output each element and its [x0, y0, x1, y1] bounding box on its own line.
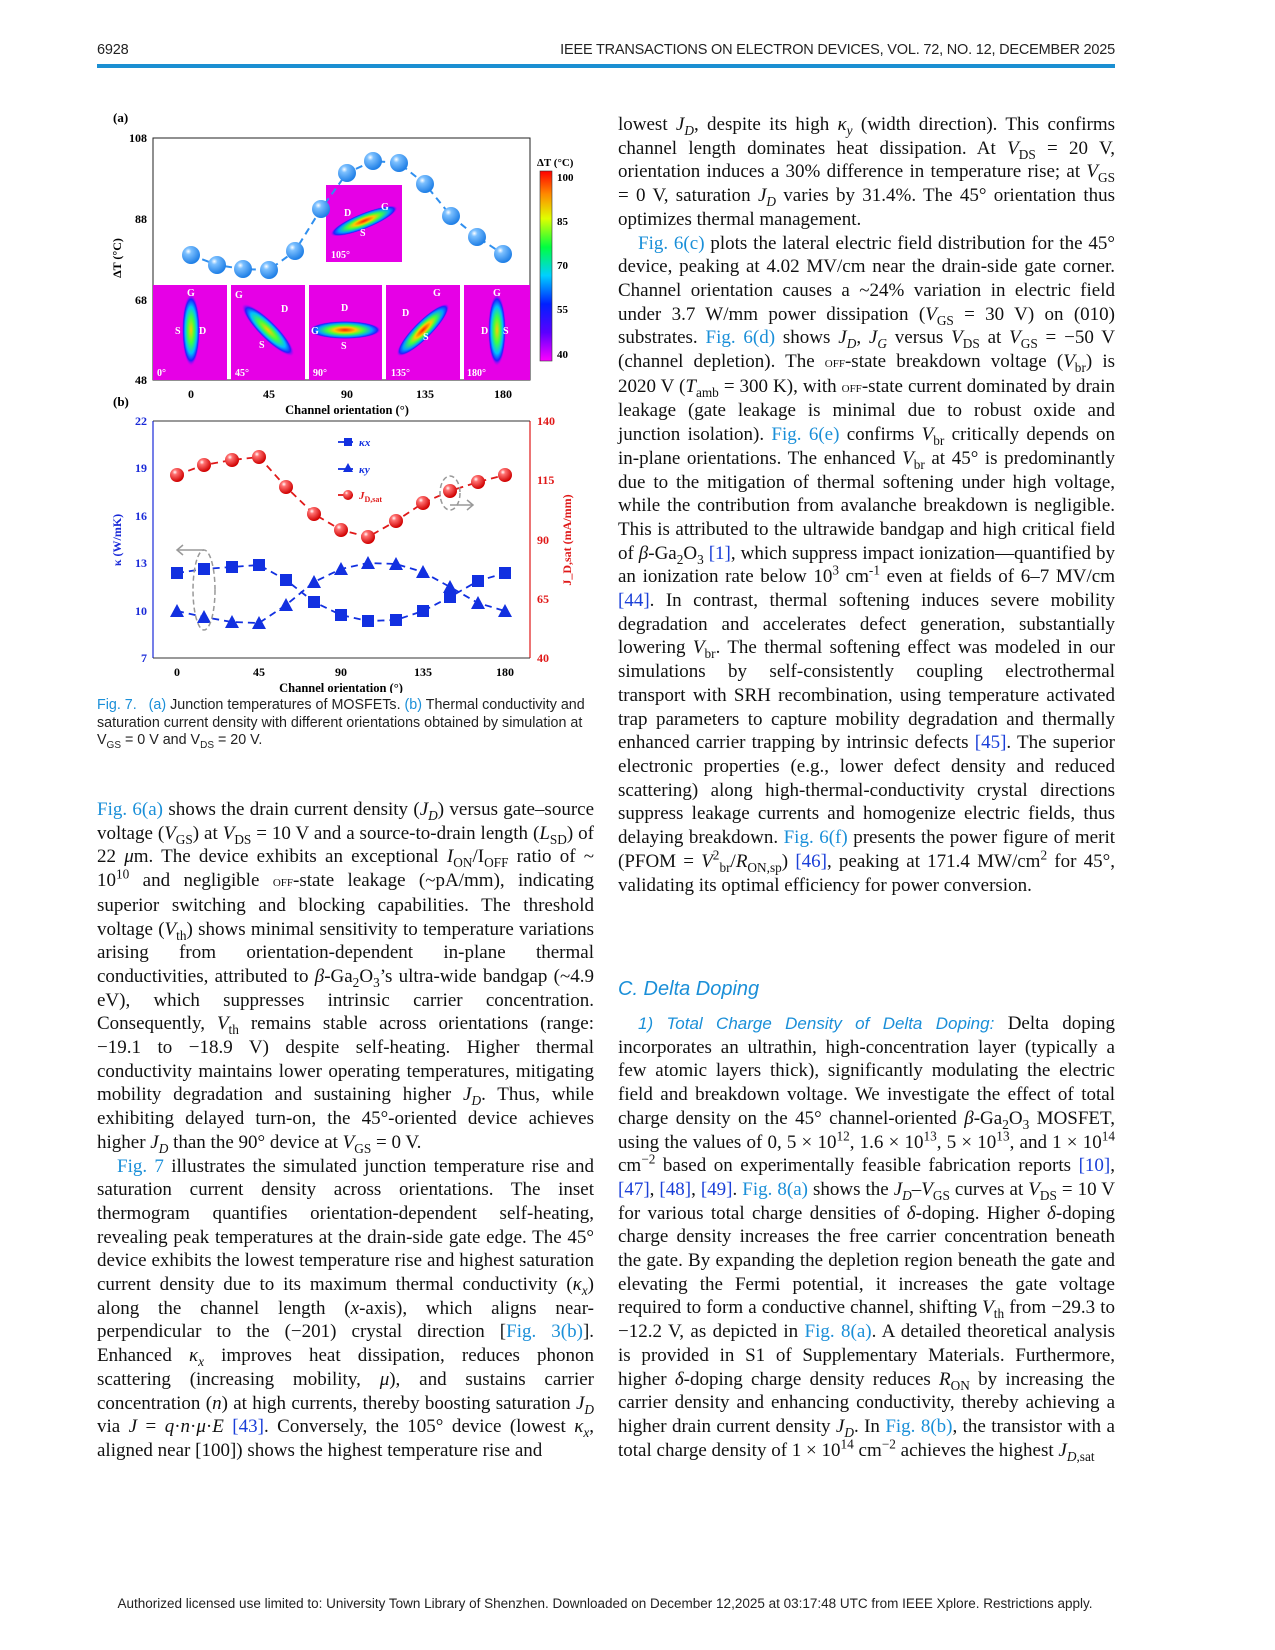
- svg-text:45°: 45°: [235, 368, 249, 379]
- license-footer: Authorized licensed use limited to: University Town Library of Shenzhen. Downloaded on December 12,2025 at 03:17:48 UTC from IEEE Xplore. Restrictions apply.: [117, 1596, 1093, 1611]
- svg-text:G: G: [493, 288, 501, 299]
- svg-text:115: 115: [537, 473, 555, 487]
- svg-text:D: D: [344, 208, 352, 219]
- svg-text:G: G: [187, 288, 195, 299]
- svg-text:135: 135: [414, 665, 432, 679]
- svg-text:G: G: [433, 288, 441, 299]
- citation-link[interactable]: [48]: [659, 1178, 692, 1200]
- citation-link[interactable]: [49]: [700, 1178, 733, 1200]
- svg-text:90: 90: [335, 665, 347, 679]
- svg-text:Channel orientation (°): Channel orientation (°): [279, 681, 403, 693]
- svg-text:0°: 0°: [157, 368, 166, 379]
- svg-text:45: 45: [263, 387, 275, 401]
- svg-text:180: 180: [496, 665, 514, 679]
- page-number: 6928: [97, 42, 129, 58]
- svg-text:κx: κx: [359, 437, 371, 449]
- svg-text:88: 88: [135, 212, 147, 226]
- fig-link[interactable]: Fig. 8(a): [742, 1178, 808, 1200]
- fig-link[interactable]: Fig. 6(c): [638, 232, 705, 254]
- figure-caption: Fig. 7. (a) Junction temperatures of MOSFETs. (b) Thermal conductivity and saturation current density with different orientations obtained by simulation at $V_{GS} = 0$ V and $V_{DS} = 20$ V.: [97, 697, 585, 751]
- citation-link[interactable]: [47]: [618, 1178, 650, 1200]
- panel-a-label: (a): [113, 110, 129, 125]
- svg-text:7: 7: [141, 651, 147, 665]
- fig-link[interactable]: Fig. 6(a): [97, 799, 164, 820]
- section-heading-delta-doping: C. Delta Doping: [618, 978, 760, 1000]
- svg-text:0: 0: [174, 665, 180, 679]
- svg-text:D: D: [402, 308, 410, 319]
- svg-text:S: S: [259, 340, 265, 351]
- journal-title: IEEE TRANSACTIONS ON ELECTRON DEVICES, VOL. 72, NO. 12, DECEMBER 2025: [560, 42, 1115, 58]
- svg-text:κ (W/mK): κ (W/mK): [110, 513, 124, 567]
- svg-text:S: S: [423, 332, 429, 343]
- svg-text:0: 0: [188, 387, 194, 401]
- svg-text:40: 40: [537, 651, 549, 665]
- svg-text:90: 90: [341, 387, 353, 401]
- svg-text:G: G: [311, 326, 319, 337]
- svg-text:D: D: [199, 326, 207, 337]
- svg-text:105°: 105°: [331, 250, 350, 261]
- svg-text:55: 55: [557, 304, 568, 316]
- svg-text:70: 70: [557, 260, 568, 272]
- svg-text:κy: κy: [359, 464, 370, 476]
- svg-text:D: D: [341, 303, 349, 314]
- svg-text:22: 22: [135, 414, 147, 428]
- svg-text:ΔT (°C): ΔT (°C): [110, 238, 124, 278]
- svg-text:100: 100: [557, 172, 574, 184]
- svg-text:S: S: [360, 228, 366, 239]
- right-column-body-top: lowest $J_D$, despite its high $\kappa_y$ (width direction). This confirms channel length dominates heat dissipation. At $V_{DS} = 20$ V, orientation induces a 30% difference in temperature rise; at $V_{GS} = 0$ V, saturation $J_D$ varies by 31.4%. The 45° orientation thus optimizes thermal management. Fig. 6(c) plots the lateral electric field distribution for the 45° device, peaking at 4.02 MV/cm near the drain-side gate corner. Channel orientation causes a ~24% variation in electric field under 3.7 W/mm power dissipation ($V_{GS} = 30$ V) on (010) substrates. Fig. 6(d) shows $J_D$, $J_G$ versus $V_{DS}$ at $V_{GS} = -50$ V (channel depletion). The off-state breakdown voltage $(V_{br})$ is 2020 V ($T_{amb} = 300$ K), with off-state current dominated by drain leakage (gate leakage is minimal due to robust oxide and junction isolation). Fig. 6(e) confirms $V_{br}$ critically depends on in-plane orientations. The enhanced $V_{br}$ at 45° is predominantly due to the mitigation of thermal softening under high voltage, while the contribution from avalanche breakdown is negligible. This is attributed to the ultrawide bandgap and high critical field of $\beta-Ga_2O_3$ [1], which suppress impact ionization—quantified by an ionization rate below $10^3$ $cm^{-1}$ even at fields of 6–7 MV/cm [44]. In contrast, thermal softening induces severe mobility degradation and accelerates defect generation, substantially lowering $V_{br}$. The thermal softening effect was modeled in our simulations by self-consistently coupling electrothermal transport with SRH recombination, using temperature activated trap parameters to capture mobility degradation and thermally enhanced carrier trapping by intrinsic defects [45]. The superior electronic properties (e.g., lower defect density and reduced scattering) along high-thermal-conductivity crystal directions suppress leakage currents and homogenize electric fields, thus delaying breakdown. Fig. 6(f) presents the power figure of merit (PFOM = $V^2_{br}/R_{ON,sp}$) [46], peaking at 171.4 $MW/cm^2$ for 45°, validating its optimal efficiency for power conversion.: [618, 114, 1116, 896]
- svg-text:ΔT (°C): ΔT (°C): [537, 157, 574, 169]
- svg-text:Channel orientation (°): Channel orientation (°): [285, 403, 409, 417]
- svg-text:D: D: [481, 326, 489, 337]
- citation-link[interactable]: [46]: [795, 850, 827, 872]
- fig-link[interactable]: Fig. 6(f): [783, 827, 848, 849]
- svg-text:90: 90: [537, 533, 549, 547]
- svg-text:180: 180: [494, 387, 512, 401]
- svg-text:10: 10: [135, 604, 147, 618]
- svg-text:90°: 90°: [313, 368, 327, 379]
- svg-text:(b): (b): [113, 394, 129, 409]
- svg-text:JD,sat: $J_{D,sat}$: [359, 490, 383, 504]
- svg-text:180°: 180°: [467, 368, 486, 379]
- figure-7: [95, 108, 595, 693]
- svg-text:140: 140: [537, 414, 555, 428]
- fig-link[interactable]: Fig. 7: [117, 1155, 164, 1177]
- svg-text:45: 45: [253, 665, 265, 679]
- citation-link[interactable]: [45]: [974, 732, 1007, 754]
- fig-link[interactable]: Fig. 3(b): [506, 1321, 583, 1343]
- fig-link[interactable]: Fig. 6(d): [705, 327, 776, 349]
- svg-text:85: 85: [557, 216, 568, 228]
- svg-text:S: S: [175, 326, 181, 337]
- svg-text:108: 108: [129, 131, 147, 145]
- fig-link[interactable]: Fig. 8(b): [885, 1415, 953, 1437]
- svg-text:135°: 135°: [391, 368, 410, 379]
- right-column-body-bottom: 1) Total Charge Density of Delta Doping: Delta doping incorporates an ultrathin, high-concentration layer (typically a few atomic layers thick), significantly modulating the electric field and breakdown voltage. We investigate the effect of total charge density on the 45° channel-oriented $\beta-Ga_2O_3$ MOSFET, using the values of 0, $5 \times 10^{12}$, $1.6 \times 10^{13}$, $5 \times 10^{13}$, and $1 \times 10^{14}$ $cm^{-2}$ based on experimentally feasible fabrication reports [10], [47], [48], [49]. Fig. 8(a) shows the $J_D-V_{GS}$ curves at $V_{DS} = 10$ V for various total charge densities of δ-doping. Higher δ-doping charge density increases the free carrier concentration beneath the gate. By expanding the depletion region beneath the gate and elevating the Fermi potential, it increases the gate voltage required to form a conductive channel, shifting $V_{th}$ from −29.3 to −12.2 V, as depicted in Fig. 8(a). A detailed theoretical analysis is provided in S1 of Supplementary Materials. Furthermore, higher δ-doping charge density reduces $R_{ON}$ by increasing the carrier density and enhancing conductivity, thereby achieving a higher drain current density $J_D$. In Fig. 8(b), the transistor with a total charge density of $1 \times 10^{14}$ $cm^{-2}$ achieves the highest $J_{D,sat}$: [618, 1013, 1116, 1464]
- subsection-heading: 1) Total Charge Density of Delta Doping:: [638, 1014, 995, 1033]
- svg-text:13: 13: [135, 556, 147, 570]
- svg-text:48: 48: [135, 373, 147, 387]
- svg-text:16: 16: [135, 509, 147, 523]
- citation-link[interactable]: [43]: [232, 1416, 264, 1438]
- svg-text:S: S: [341, 341, 347, 352]
- fig-link[interactable]: Fig. 8(a): [804, 1321, 872, 1343]
- svg-text:135: 135: [416, 387, 434, 401]
- svg-text:65: 65: [537, 592, 549, 606]
- svg-text:S: S: [503, 326, 509, 337]
- citation-link[interactable]: [1]: [708, 542, 731, 564]
- citation-link[interactable]: [10]: [1078, 1155, 1111, 1177]
- fig-link[interactable]: Fig. 6(e): [771, 424, 840, 446]
- svg-text:19: 19: [135, 461, 147, 475]
- left-column-body: Fig. 6(a) shows the drain current density $(J_D)$ versus gate–source voltage $(V_{GS})$ at $V_{DS} = 10$ V and a source-to-drain length $(L_{SD})$ of 22 μm. The device exhibits an exceptional $I_{ON}/I_{OFF}$ ratio of ~ $10^{10}$ and negligible off-state leakage (~pA/mm), indicating superior switching and blocking capabilities. The threshold voltage $(V_{th})$ shows minimal sensitivity to temperature variations arising from orientation-dependent in-plane thermal conductivities, attributed to $\beta-Ga_2O_3’s$ ultra-wide bandgap (~4.9 eV), which suppresses intrinsic carrier concentration. Consequently, $V_{th}$ remains stable across orientations (range: −19.1 to −18.9 V) despite self-heating. Higher thermal conductivity maintains lower operating temperatures, mitigating mobility degradation and sustaining higher $J_D$. Thus, while exhibiting delayed turn-on, the 45°-oriented device achieves higher $J_D$ than the 90° device at $V_{GS} = 0$ V. Fig. 7 illustrates the simulated junction temperature rise and saturation current density across orientations. The inset thermogram quantifies orientation-dependent self-heating, revealing peak temperatures at the drain-side gate edge. The 45° device exhibits the lowest temperature rise and highest saturation current density due to its maximum thermal conductivity $(\kappa_x)$ along the channel length (x-axis), which aligns near-perpendicular to the (−201) crystal direction [Fig. 3(b)]. Enhanced $\kappa_x$ improves heat dissipation, reduces phonon scattering (increasing mobility, μ), and sustains carrier concentration (n) at high currents, thereby boosting saturation $J_D$ via J = q·n·μ·E [43]. Conversely, the 105° device (lowest $\kappa_x$, aligned near [100]) shows the highest temperature rise and: [97, 799, 595, 1461]
- svg-text:J_D,sat (mA/mm): J_D,sat (mA/mm): [560, 494, 574, 586]
- svg-text:G: G: [381, 202, 389, 213]
- citation-link[interactable]: [44]: [618, 590, 650, 612]
- svg-text:68: 68: [135, 293, 147, 307]
- running-header: [97, 42, 1115, 66]
- svg-text:D: D: [281, 304, 289, 315]
- svg-text:G: G: [235, 290, 243, 301]
- svg-text:40: 40: [557, 349, 568, 361]
- header-rule: [97, 64, 1115, 68]
